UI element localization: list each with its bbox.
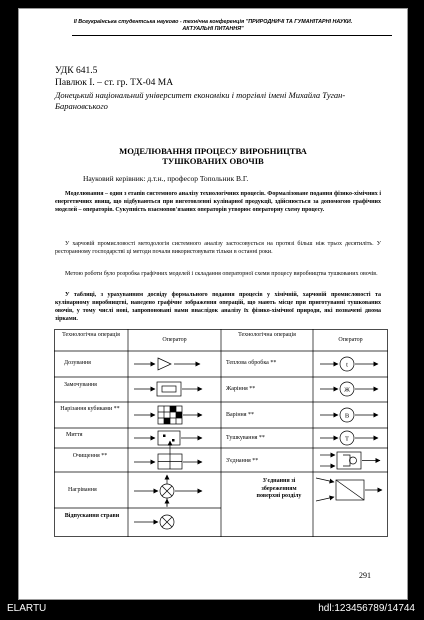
supervisor: Науковий керівник: д.т.н., професор Топольник В.Г. [83,174,249,183]
paper-title-line1: МОДЕЛЮВАННЯ ПРОЦЕСУ ВИРОБНИЦТВА [119,146,307,156]
conference-header-line1: II Всеукраїнська студентська науково - технічна конференція "ПРИРОДНИЧІ ТА ГУМАНІТАРНІ НАУКИ. [73,19,353,25]
paragraph-1: Моделювання – один з етапів системного аналізу технологічних процесів. Формалізоване подання фізико-хімічних і енергетичних явищ, що відбуваються при виготовленні кулінарної продукції, здійснюється за допомогою графічних моделей – операторів. Сукупність взаємопов'язаних операторів утворює операторну схему процесу. [55,191,381,213]
row-dosing-label: Дозування [64,360,91,366]
affiliation: Донецький національний університет економіки і торгівлі імені Михайла Туган-Барановського [55,90,346,111]
col-header-operator-2: Оператор [338,337,363,343]
boiling-symbol: В [344,412,350,420]
conference-header [19,19,407,33]
conference-header-line2: АКТУАЛЬНІ ПИТАННЯ" [182,26,244,32]
row-serving-label: Відпускання страви [64,513,120,519]
dosing-operator-icon [134,358,200,370]
author-line: Павлюк І. – ст. гр. ТХ-04 МА [55,78,174,88]
dicing-grid-fill [164,406,182,424]
page-number: 291 [359,571,371,580]
stewing-symbol: Т [345,435,349,443]
handle-id[interactable]: hdl:123456789/14744 [318,603,415,614]
frying-symbol: Ж [344,386,350,394]
row-combining-interface-label: З'єднання зі збереженням поверхні розділу [256,478,302,499]
row-peeling-label: Очищення ** [72,453,108,459]
row-dicing-label: Нарізання кубиками ** [60,406,120,412]
paragraph-3: Метою роботи було розробка графічних моделей і складання операторної схеми процесу виробництва тушкованих овочів. [65,271,378,277]
row-stewing-label: Тушкування ** [226,435,265,441]
row-soaking-label: Замочування [64,382,97,388]
paper-title-line2: ТУШКОВАНИХ ОВОЧІВ [162,156,264,166]
paragraph-2: У харчовій промисловості методологія системного аналізу застосовується на протязі більш ніж трьох десятиліть. У ресторанному господарстві ці методи почали використовувати тільки в останні роки. [55,241,381,255]
col-header-operation-2: Технологічна операція [238,332,296,338]
operators-table [54,329,388,537]
col-header-operation-1: Технологічна операція [62,332,120,338]
document-page [18,8,408,600]
heat-treatment-operator-icon [320,357,378,371]
combining-interface-operator-icon [316,478,382,501]
row-frying-label: Жаріння ** [226,386,256,392]
row-washing-label: Миття [66,432,83,438]
serving-operator-icon [134,515,174,529]
combining-operator-icon [320,452,380,469]
row-combining-label: З'єднання ** [226,458,259,464]
paragraph-4: У таблиці, з урахуванням досвіду формального подання процесів у хімічній, харчовій промисловості та кулінарному виробництві, наведено графічне зображення операцій, що мають місце при приготуванні тушкованих овочів, у тому числі нові, запропоновані нами внаслідок аналізу їх фізико-хімічної природи, які позначені двома зірками. [55,292,381,322]
row-boiling-label: Варіння ** [226,412,255,418]
col-header-operator-1: Оператор [162,337,187,343]
repository-name[interactable]: ELARTU [7,603,47,614]
header-rule [72,35,392,36]
paper-title [19,146,407,166]
heating-operator-icon [134,475,202,506]
heat-treatment-symbol: t [346,361,348,369]
udk-code: УДК 641.5 [55,66,98,76]
washing-dots [163,435,175,442]
soaking-operator-icon [134,382,202,396]
row-heat-treatment-label: Теплова обробка ** [226,360,277,366]
stewing-operator-icon [320,431,378,445]
washing-operator-icon [134,431,202,445]
row-heating-label: Нагрівання [68,487,97,493]
